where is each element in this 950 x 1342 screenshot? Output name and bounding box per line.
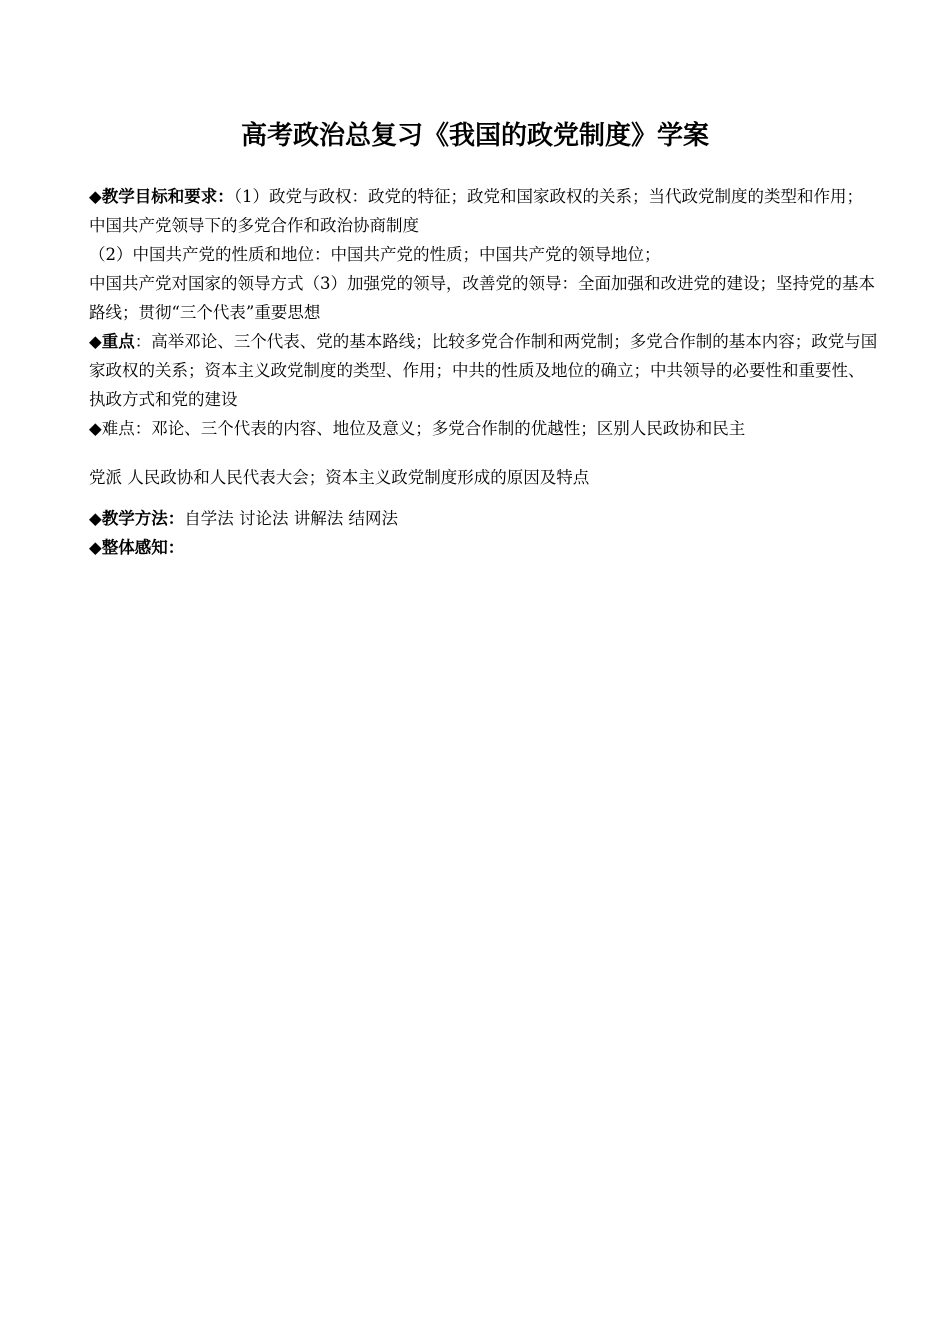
difficulties-continuation: 党派 人民政协和人民代表大会；资本主义政党制度形成的原因及特点 [89, 468, 590, 487]
difficulties-section [89, 414, 879, 443]
objectives-line-3: 中国共产党对国家的领导方式（3）加强党的领导，改善党的领导：全面加强和改进党的建设；坚持党的基本路线；贯彻“三个代表”重要思想 [89, 274, 875, 322]
methods-text: 自学法 讨论法 讲解法 结网法 [184, 509, 398, 528]
objectives-line-2: （2）中国共产党的性质和地位：中国共产党的性质；中国共产党的领导地位； [89, 245, 661, 264]
diamond-bullet-icon: ◆ [89, 538, 102, 557]
diamond-bullet-icon: ◆ [89, 187, 102, 206]
methods-label: 教学方法： [101, 509, 185, 528]
methods-section [89, 504, 879, 533]
document-title: 高考政治总复习《我国的政党制度》学案 [240, 121, 709, 151]
document-body [89, 182, 879, 562]
difficulties-text: ：邓论、三个代表的内容、地位及意义；多党合作制的优越性；区别人民政协和民主 [134, 419, 746, 438]
overview-section [89, 533, 879, 562]
key-points-section [89, 327, 879, 414]
key-points-label: 重点 [101, 332, 135, 351]
overview-label: 整体感知： [101, 538, 185, 557]
key-points-text: ：高举邓论、三个代表、党的基本路线；比较多党合作制和两党制；多党合作制的基本内容；政党与国家政权的关系；资本主义政党制度的类型、作用；中共的性质及地位的确立；中共领导的必要性和重要性、执政方式和党的建设 [89, 332, 878, 409]
diamond-bullet-icon: ◆ [89, 509, 102, 528]
objectives-text: （1）政党与政权：政党的特征；政党和国家政权的关系；当代政党制度的类型和作用；中国共产党领导下的多党合作和政治协商制度 [89, 187, 863, 235]
diamond-bullet-icon: ◆ [89, 419, 102, 438]
objectives-label: 教学目标和要求： [101, 187, 234, 206]
diamond-bullet-icon: ◆ [89, 332, 102, 351]
difficulties-label: 难点 [101, 419, 135, 438]
objectives-section [89, 182, 879, 240]
